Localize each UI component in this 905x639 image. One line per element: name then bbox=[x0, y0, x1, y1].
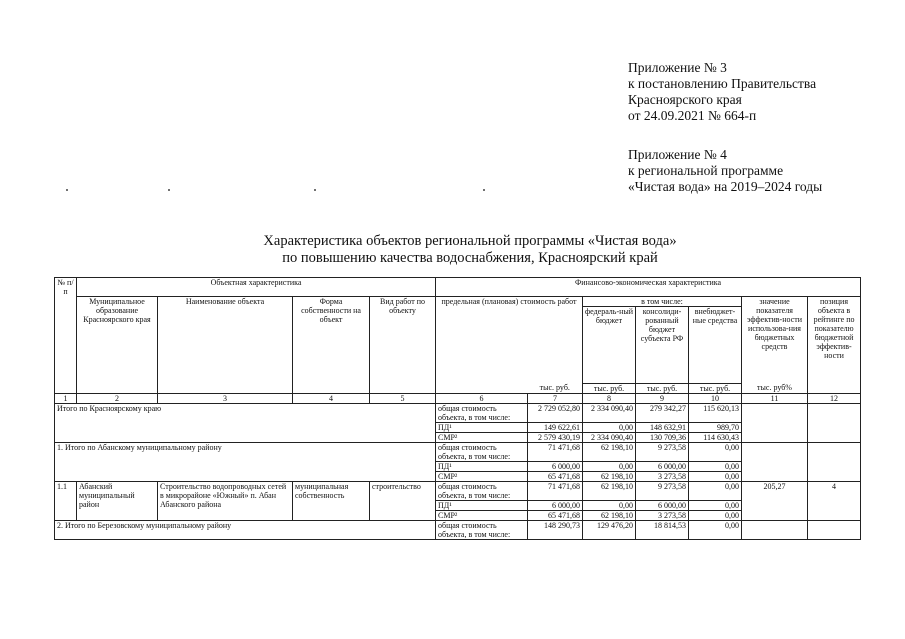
col-extrabudget-header: внебюджет-ные средства bbox=[692, 306, 738, 325]
unit-cost: тыс. руб. bbox=[528, 383, 583, 393]
table-row bbox=[55, 442, 861, 461]
value-cell: 148 290,73 bbox=[528, 520, 583, 539]
appendix-4-header bbox=[628, 147, 822, 195]
col-cost-header: предельная (плановая) стоимость работ bbox=[436, 296, 583, 383]
colnum: 11 bbox=[742, 393, 808, 403]
value-cell: 2 579 430,19 bbox=[528, 432, 583, 442]
object-municipality: Абанский муниципальный район bbox=[77, 481, 158, 520]
efficiency-cell bbox=[742, 403, 808, 442]
table-row bbox=[55, 481, 861, 500]
rating-cell bbox=[808, 403, 861, 442]
value-cell: 0,00 bbox=[583, 422, 636, 432]
rating-cell bbox=[808, 442, 861, 481]
row-label-pd: ПД¹ bbox=[436, 500, 528, 510]
appendix-4-line: «Чистая вода» на 2019–2024 годы bbox=[628, 179, 823, 194]
document-title-line-2: по повышению качества водоснабжения, Красноярский край bbox=[282, 250, 658, 266]
row-label-smr: СМР² bbox=[436, 510, 528, 520]
row-label-smr: СМР² bbox=[436, 471, 528, 481]
colnum: 7 bbox=[528, 393, 583, 403]
row-label-total-cost: общая стоимость объекта, в том числе: bbox=[436, 442, 528, 461]
value-cell: 6 000,00 bbox=[528, 461, 583, 471]
scan-speck bbox=[314, 189, 316, 191]
value-cell: 2 334 090,40 bbox=[583, 403, 636, 422]
rating-cell bbox=[808, 520, 861, 539]
table-row bbox=[55, 520, 861, 539]
value-cell: 148 632,91 bbox=[636, 422, 689, 432]
efficiency-cell bbox=[742, 442, 808, 481]
objects-table bbox=[54, 277, 861, 540]
colnum: 2 bbox=[77, 393, 158, 403]
unit-extrabudget: тыс. руб. bbox=[689, 383, 742, 393]
value-cell: 0,00 bbox=[689, 500, 742, 510]
col-num-header: № п/п bbox=[55, 278, 77, 297]
colnum: 6 bbox=[436, 393, 528, 403]
value-cell: 62 198,10 bbox=[583, 442, 636, 461]
col-federal-header: федераль-ный бюджет bbox=[583, 307, 636, 383]
col-efficiency-header: значение показателя эффектив-ности использова-ния бюджетных средств bbox=[742, 296, 808, 383]
colnum: 8 bbox=[583, 393, 636, 403]
value-cell: 129 476,20 bbox=[583, 520, 636, 539]
value-cell: 0,00 bbox=[689, 481, 742, 500]
value-cell: 0,00 bbox=[583, 461, 636, 471]
value-cell: 989,70 bbox=[689, 422, 742, 432]
object-num: 1.1 bbox=[55, 481, 77, 520]
value-cell: 114 630,43 bbox=[689, 432, 742, 442]
value-cell: 71 471,68 bbox=[528, 442, 583, 461]
value-cell: 62 198,10 bbox=[583, 510, 636, 520]
appendix-3-line: от 24.09.2021 № 664-п bbox=[628, 108, 757, 123]
value-cell: 3 273,58 bbox=[636, 471, 689, 481]
colnum: 9 bbox=[636, 393, 689, 403]
unit-consolidated: тыс. руб. bbox=[636, 383, 689, 393]
incl-subheaders bbox=[583, 307, 741, 383]
value-cell: 0,00 bbox=[689, 510, 742, 520]
value-cell: 9 273,58 bbox=[636, 481, 689, 500]
row-label-total-cost: общая стоимость объекта, в том числе: bbox=[436, 403, 528, 422]
efficiency-cell bbox=[742, 520, 808, 539]
row-label-pd: ПД¹ bbox=[436, 422, 528, 432]
scan-speck bbox=[168, 189, 170, 191]
header-row-groups bbox=[55, 278, 861, 297]
value-cell: 115 620,13 bbox=[689, 403, 742, 422]
row-label-total-cost: общая стоимость объекта, в том числе: bbox=[436, 520, 528, 539]
aban-total-name: 1. Итого по Абанскому муниципальному району bbox=[55, 442, 436, 481]
col-municipality-header: Муниципальное образование Красноярского края bbox=[77, 296, 158, 393]
unit-federal: тыс. руб. bbox=[583, 383, 636, 393]
value-cell: 65 471,68 bbox=[528, 510, 583, 520]
col-num-cont bbox=[55, 296, 77, 393]
col-consolidated-header: консолиди-рованный бюджет субъекта РФ bbox=[636, 307, 689, 383]
colnum: 3 bbox=[158, 393, 293, 403]
incl-label: в том числе: bbox=[583, 297, 741, 307]
value-cell: 2 334 090,40 bbox=[583, 432, 636, 442]
header-row-columns bbox=[55, 296, 861, 383]
value-cell: 130 709,36 bbox=[636, 432, 689, 442]
appendix-3-header bbox=[628, 60, 816, 124]
berez-total-name: 2. Итого по Березовскому муниципальному району bbox=[55, 520, 436, 539]
value-cell: 6 000,00 bbox=[636, 500, 689, 510]
value-cell: 279 342,27 bbox=[636, 403, 689, 422]
object-name: Строительство водопроводных сетей в микрорайоне «Южный» п. Абан Абанского района bbox=[158, 481, 293, 520]
value-cell: 9 273,58 bbox=[636, 442, 689, 461]
colnum: 1 bbox=[55, 393, 77, 403]
col-ownership-header: Форма собственности на объект bbox=[293, 296, 370, 393]
appendix-3-line: к постановлению Правительства bbox=[628, 76, 817, 91]
value-cell: 6 000,00 bbox=[636, 461, 689, 471]
objective-group-header: Объектная характеристика bbox=[77, 278, 436, 297]
unit-efficiency: тыс. руб% bbox=[742, 383, 808, 393]
incl-cell bbox=[583, 296, 742, 383]
table-row bbox=[55, 403, 861, 422]
value-cell: 62 198,10 bbox=[583, 481, 636, 500]
column-numbers-row bbox=[55, 393, 861, 403]
value-cell: 149 622,61 bbox=[528, 422, 583, 432]
col-rating-header: позиция объекта в рейтинге по показателю бюджетной эффектив-ности bbox=[808, 296, 861, 393]
scan-speck bbox=[66, 189, 68, 191]
value-cell: 65 471,68 bbox=[528, 471, 583, 481]
col-object-name-header: Наименование объекта bbox=[158, 296, 293, 393]
value-cell: 0,00 bbox=[583, 500, 636, 510]
value-cell: 0,00 bbox=[689, 461, 742, 471]
value-cell: 0,00 bbox=[689, 471, 742, 481]
total-krai-name: Итого по Красноярскому краю bbox=[55, 403, 436, 442]
unit-blank bbox=[436, 383, 528, 393]
colnum: 5 bbox=[370, 393, 436, 403]
appendix-3-line: Красноярского края bbox=[628, 92, 742, 107]
scan-speck bbox=[483, 189, 485, 191]
document-title-line-1: Характеристика объектов региональной программы «Чистая вода» bbox=[263, 233, 677, 249]
value-cell: 2 729 052,80 bbox=[528, 403, 583, 422]
value-cell: 0,00 bbox=[689, 520, 742, 539]
value-cell: 62 198,10 bbox=[583, 471, 636, 481]
row-label-total-cost: общая стоимость объекта, в том числе: bbox=[436, 481, 528, 500]
value-cell: 18 814,53 bbox=[636, 520, 689, 539]
appendix-4-line: к региональной программе bbox=[628, 163, 784, 178]
value-cell: 6 000,00 bbox=[528, 500, 583, 510]
value-cell: 71 471,68 bbox=[528, 481, 583, 500]
appendix-3-line: Приложение № 3 bbox=[628, 60, 727, 75]
value-cell: 0,00 bbox=[689, 442, 742, 461]
object-efficiency: 205,27 bbox=[742, 481, 808, 520]
object-work-type: строительство bbox=[370, 481, 436, 520]
object-rating: 4 bbox=[808, 481, 861, 520]
value-cell: 3 273,58 bbox=[636, 510, 689, 520]
colnum: 10 bbox=[689, 393, 742, 403]
financial-group-header: Финансово-экономическая характеристика bbox=[436, 278, 861, 297]
row-label-smr: СМР² bbox=[436, 432, 528, 442]
object-ownership: муниципальная собственность bbox=[293, 481, 370, 520]
colnum: 4 bbox=[293, 393, 370, 403]
appendix-4-line: Приложение № 4 bbox=[628, 147, 727, 162]
col-work-type-header: Вид работ по объекту bbox=[370, 296, 436, 393]
colnum: 12 bbox=[808, 393, 861, 403]
row-label-pd: ПД¹ bbox=[436, 461, 528, 471]
